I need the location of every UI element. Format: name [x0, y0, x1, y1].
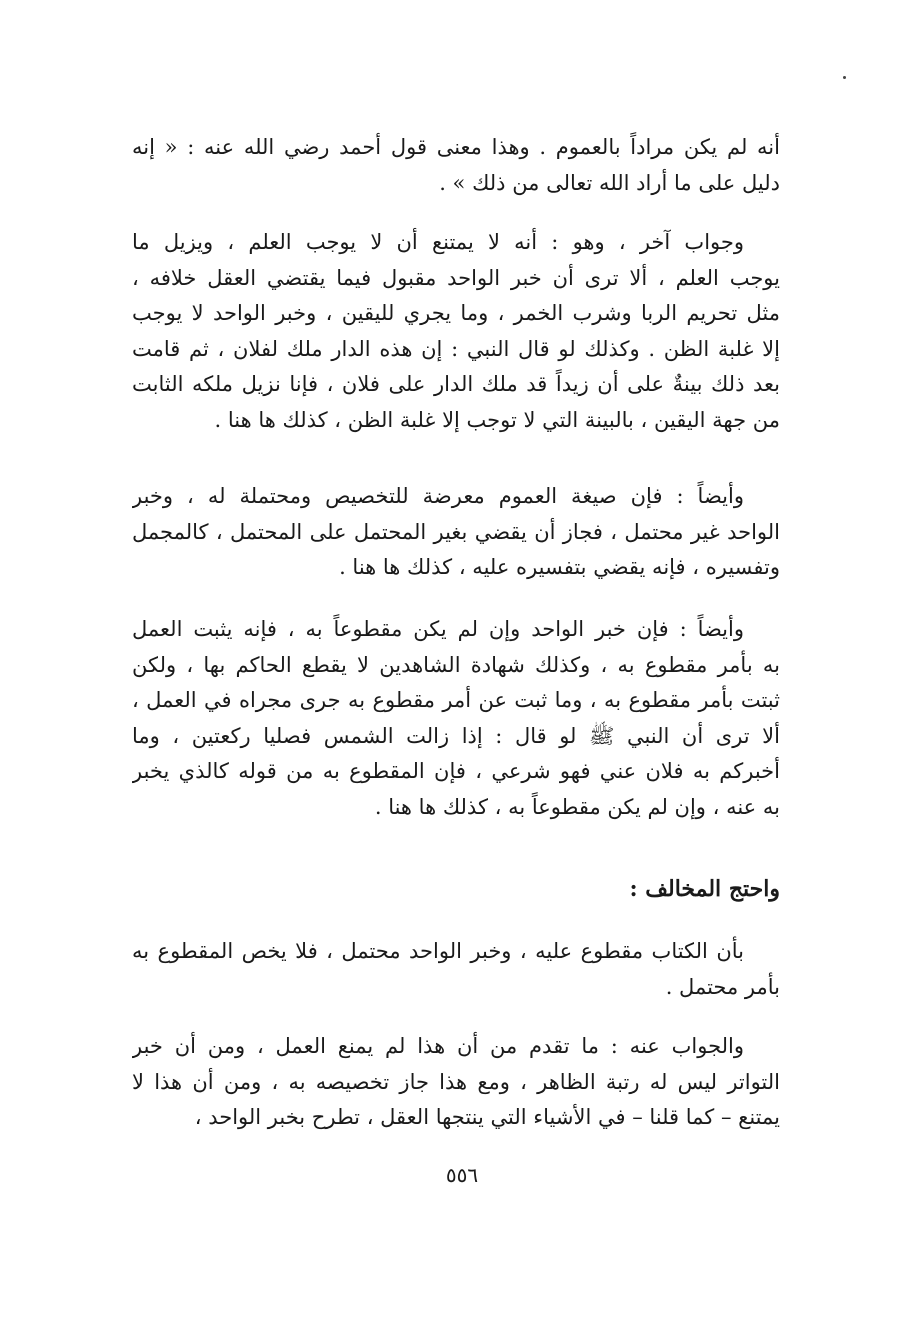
paragraph-line: أخبركم به فلان عني فهو شرعي ، فإن المقطوع به من قوله كالذي يخبر: [132, 759, 780, 783]
paragraph-line: به عنه ، وإن لم يكن مقطوعاً به ، كذلك ها هنا .: [374, 794, 780, 819]
paragraph-line: إلا غلبة الظن . وكذلك لو قال النبي : إن هذه الدار ملك لفلان ، ثم قامت: [132, 336, 780, 361]
page-number: ٥٥٦: [445, 1163, 479, 1187]
paragraph-line: ألا ترى أن النبي ﷺ لو قال : إذا زالت الشمس فصليا ركعتين ، وما: [132, 723, 780, 748]
paragraph-line: يمتنع – كما قلنا – في الأشياء التي ينتجها العقل ، تطرح بخبر الواحد ،: [194, 1105, 780, 1129]
paragraph-2: [132, 225, 780, 438]
paragraph-6: [132, 1029, 780, 1136]
paragraph-3: [132, 479, 780, 586]
paragraph-line: وأيضاً : فإن خبر الواحد وإن لم يكن مقطوعاً به ، فإنه يثبت العمل: [132, 617, 744, 641]
paragraph-line: من جهة اليقين ، بالبينة التي لا توجب إلا غلبة الظن ، كذلك ها هنا .: [214, 407, 780, 432]
paragraph-line: دليل على ما أراد الله تعالى من ذلك » .: [439, 170, 780, 195]
paragraph-line: ثبتت بأمر مقطوع به ، وما ثبت عن أمر مقطوع به جرى مجراه في العمل ،: [132, 688, 780, 712]
paragraph-1: [132, 130, 780, 201]
paragraph-line: الواحد غير محتمل ، فجاز أن يقضي بغير المحتمل على المحتمل ، كالمجمل: [132, 519, 780, 544]
paragraph-line: وتفسيره ، فإنه يقضي بتفسيره عليه ، كذلك ها هنا .: [339, 555, 780, 579]
paragraph-line: وجواب آخر ، وهو : أنه لا يمتنع أن لا يوجب العلم ، ويزيل ما: [132, 230, 744, 254]
paragraph-line: والجواب عنه : ما تقدم من أن هذا لم يمنع العمل ، ومن أن خبر: [132, 1034, 744, 1058]
paragraph-line: بعد ذلك بينةٌ على أن زيداً قد ملك الدار على فلان ، فإنا نزيل ملكه الثابت: [132, 372, 780, 396]
paragraph-line: بأمر محتمل .: [665, 974, 780, 999]
paragraph-line: بأن الكتاب مقطوع عليه ، وخبر الواحد محتمل ، فلا يخص المقطوع به: [132, 939, 744, 963]
paragraph-5: [132, 934, 780, 1005]
paragraph-line: مثل تحريم الربا وشرب الخمر ، وما يجري لليقين ، وخبر الواحد لا يوجب: [132, 301, 780, 325]
paragraph-line: وأيضاً : فإن صيغة العموم معرضة للتخصيص ومحتملة له ، وخبر: [132, 484, 744, 508]
paragraph-line: به بأمر مقطوع به ، وكذلك شهادة الشاهدين لا يقطع الحاكم بها ، ولكن: [132, 652, 780, 677]
paragraph-line: التواتر ليس له رتبة الظاهر ، ومع هذا جاز تخصيصه به ، ومن أن هذا لا: [132, 1069, 780, 1094]
paragraph-4: [132, 612, 780, 825]
page-speck: [843, 76, 846, 79]
section-heading: واحتج المخالف :: [629, 876, 780, 902]
paragraph-line: يوجب العلم ، ألا ترى أن خبر الواحد مقبول فيما يقتضي العقل خلافه ،: [132, 265, 780, 290]
paragraph-line: أنه لم يكن مراداً بالعموم . وهذا معنى قول أحمد رضي الله عنه : « إنه: [132, 135, 780, 159]
